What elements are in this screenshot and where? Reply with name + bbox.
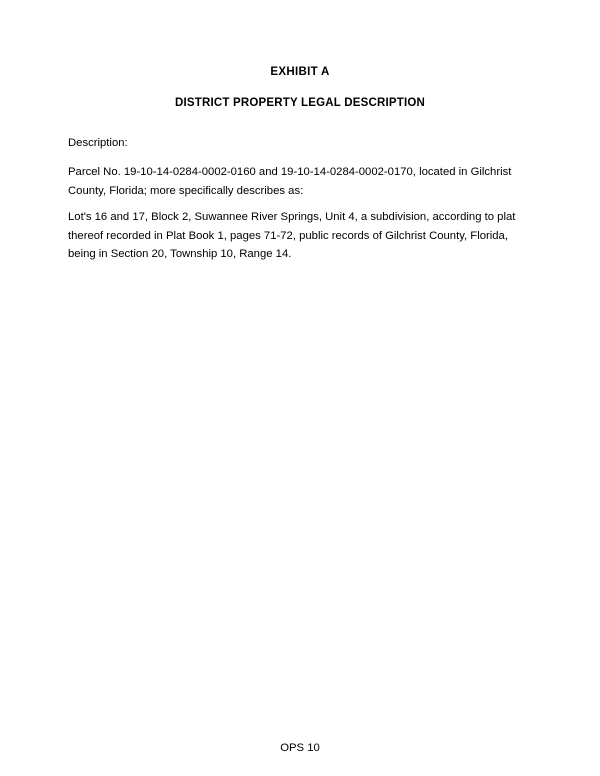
page-subtitle: DISTRICT PROPERTY LEGAL DESCRIPTION xyxy=(174,97,426,109)
parcel-paragraph: Parcel No. 19-10-14-0284-0002-0160 and 19-10-14-0284-0002-0170, located in Gilchrist County, Florida; more specifically describes as: xyxy=(68,166,512,197)
page-title: EXHIBIT A xyxy=(270,66,330,78)
description-label: Description: xyxy=(68,137,128,149)
legal-description-paragraph: Lot's 16 and 17, Block 2, Suwannee River Springs, Unit 4, a subdivision, according to plat thereof recorded in Plat Book 1, pages 71-72, public records of Gilchrist County, Florida, being in Section 20, Township 10, Range 14. xyxy=(68,211,516,260)
page-footer: OPS 10 xyxy=(280,742,320,754)
